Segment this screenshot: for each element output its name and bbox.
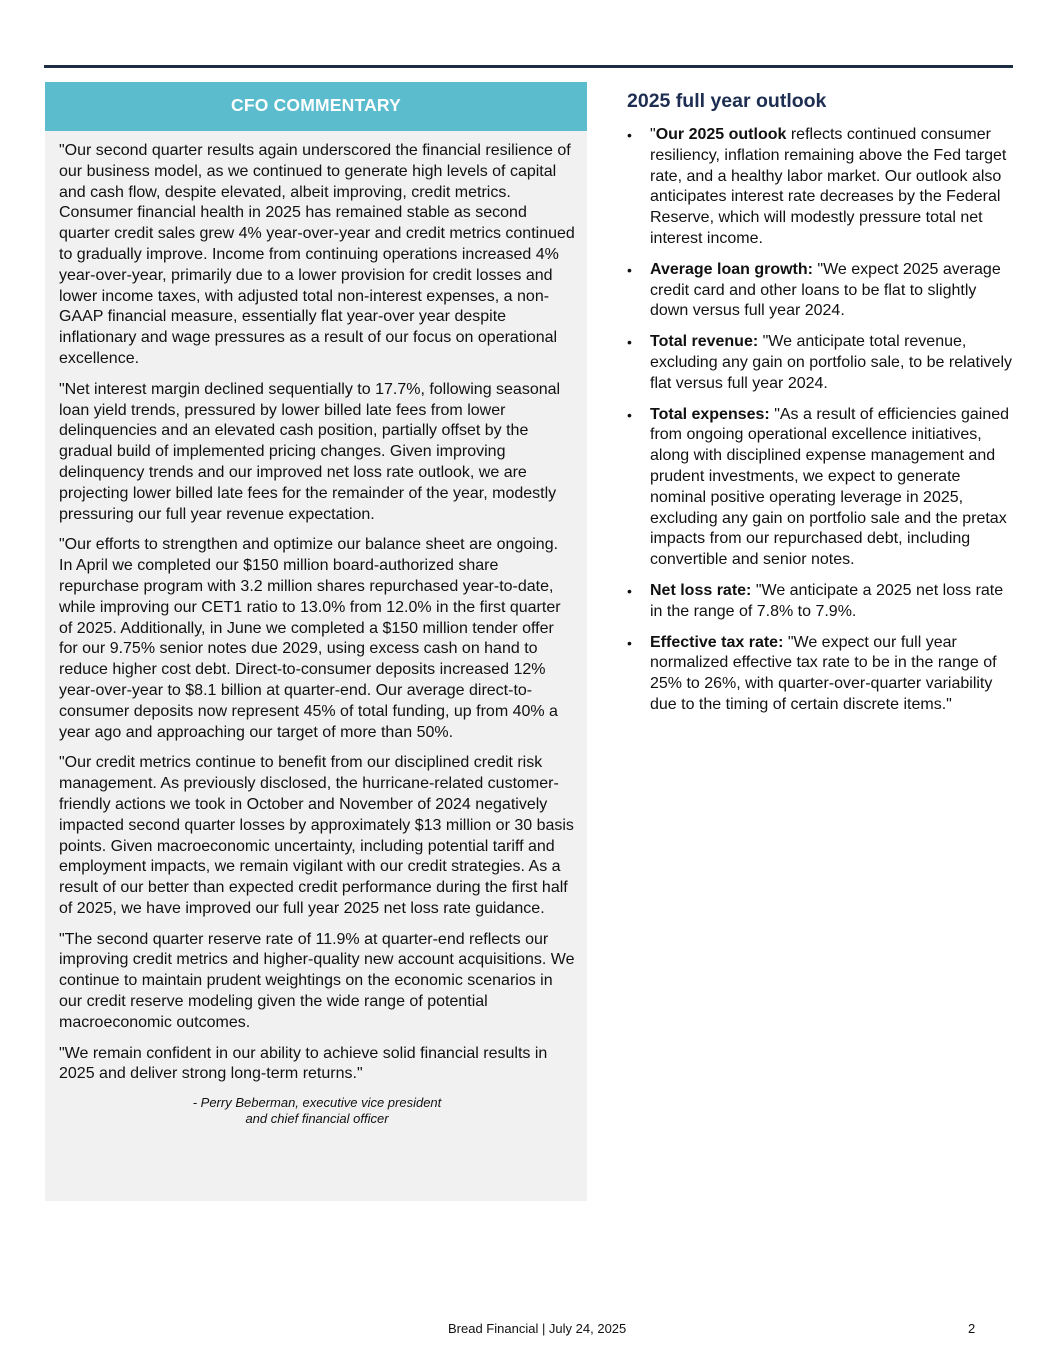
outlook-item [627,125,1017,250]
outlook-item [627,633,1017,716]
cfo-paragraph: "We remain confident in our ability to achieve solid financial results in 2025 and deliver strong long-term returns." [59,1044,548,1083]
signature-line: - Perry Beberman, executive vice president [192,1095,442,1111]
cfo-paragraph: "Net interest margin declined sequentially to 17.7%, following seasonal loan yield trends, pressured by lower billed late fees from lower delinquencies and an elevated cash position, partially offset by the gradual build of implemented pricing changes. Given improving delinquency trends and our improved net loss rate outlook, we are projecting lower billed late fees for the remainder of the year, modestly pressuring our full year revenue expectation. [59,380,561,523]
footer-company-date: Bread Financial | July 24, 2025 [448,1321,627,1336]
outlook-item [627,405,1017,571]
cfo-paragraph: "The second quarter reserve rate of 11.9% at quarter-end reflects our improving credit metrics and higher-quality new account acquisitions. We continue to maintain prudent weightings on the economic scenarios in our credit reserve modeling given the wide range of potential macroeconomic outcomes. [59,930,575,1031]
outlook-item-text: "We anticipate total revenue, excluding any gain on portfolio sale, to be relatively flat versus full year 2024. [650,333,1012,392]
cfo-paragraph: "Our credit metrics continue to benefit from our disciplined credit risk management. As previously disclosed, the hurricane-related customer-friendly actions we took in October and November of 2024 negatively impacted second quarter losses by approximately $13 million or 30 basis points. Given macroeconomic uncertainty, including potential tariff and employment impacts, we remain vigilant with our credit strategies. As a result of our better than expected credit performance during the first half of 2025, we have improved our full year 2025 net loss rate guidance. [59,754,574,917]
cfo-signature [59,1095,575,1127]
outlook-item-text: "We anticipate a 2025 net loss rate in the range of 7.8% to 7.9%. [650,581,1004,620]
outlook-item-text: "We expect 2025 average credit card and other loans to be flat to slightly down versus full year 2024. [650,260,1001,320]
outlook-item [627,581,1017,623]
cfo-commentary-panel [45,82,587,1201]
page-number: 2 [968,1321,976,1336]
outlook-item [627,332,1017,394]
outlook-item-text: "As a result of efficiencies gained from ongoing operational excellence initiatives, along with disciplined expense management and prudent investments, we expect to generate nominal positive operating leverage in 2025, excluding any gain on portfolio sale and the pretax impacts from our repurchased debt, including convertible and senior notes. [650,405,1010,569]
outlook-item-label: Net loss rate: [650,581,752,599]
cfo-paragraph: "Our efforts to strengthen and optimize our balance sheet are ongoing. In April we completed our $150 million board-authorized share repurchase program with 3.2 million shares repurchased year-to-date, while improving our CET1 ratio to 13.0% from 12.0% in the first quarter of 2025. Additionally, in June we completed a $150 million tender offer for our 9.75% senior notes due 2029, using excess cash on hand to reduce higher cost debt. Direct-to-consumer deposits increased 12% year-over-year to $8.1 billion at quarter-end. Our average direct-to-consumer deposits now represent 45% of total funding, up from 40% a year ago and approaching our target of more than 50%. [59,536,561,741]
bullet-icon: • [627,334,632,351]
bullet-icon: • [627,127,632,143]
outlook-list [627,125,1017,716]
outlook-section [627,90,1017,726]
cfo-commentary-header: CFO COMMENTARY [45,82,587,131]
outlook-item-label: Total revenue: [650,333,759,351]
bullet-icon: • [627,406,632,423]
outlook-item-text: "We expect our full year normalized effective tax rate to be in the range of 25% to 26%, with quarter-over-quarter variability due to the timing of certain discrete items." [650,633,997,713]
outlook-item [627,260,1017,322]
bullet-icon: • [627,634,632,651]
outlook-item-label: Effective tax rate: [650,633,784,651]
cfo-commentary-body [45,131,587,1127]
outlook-title: 2025 full year outlook [627,90,827,112]
bullet-icon: • [627,582,632,599]
outlook-item-label: Our 2025 outlook [655,126,787,143]
cfo-paragraph: "Our second quarter results again underscored the financial resilience of our business model, as we continued to generate high levels of capital and cash flow, despite elevated, albeit improving, credit metrics. Consumer financial health in 2025 has remained stable as second quarter credit sales grew 4% year-over-year and credit metrics continued to gradually improve. Income from continuing operations increased 4% year-over-year, primarily due to a lower provision for credit losses and lower income taxes, with adjusted total non-interest expenses, a non-GAAP financial measure, essentially flat year-over year despite inflationary and wage pressures as a result of our focus on operational excellence. [59,142,575,367]
signature-line: and chief financial officer [245,1111,389,1127]
top-divider [44,65,1013,68]
outlook-item-prefix: " [650,126,656,143]
bullet-icon: • [627,261,632,278]
outlook-item-label: Average loan growth: [650,260,813,278]
outlook-item-text: reflects continued consumer resiliency, inflation remaining above the Fed target rate, and a healthy labor market. Our outlook also anticipates interest rate decreases by the Federal Reserve, which will modestly pressure total net interest income. [650,126,1007,247]
outlook-item-label: Total expenses: [650,405,770,423]
